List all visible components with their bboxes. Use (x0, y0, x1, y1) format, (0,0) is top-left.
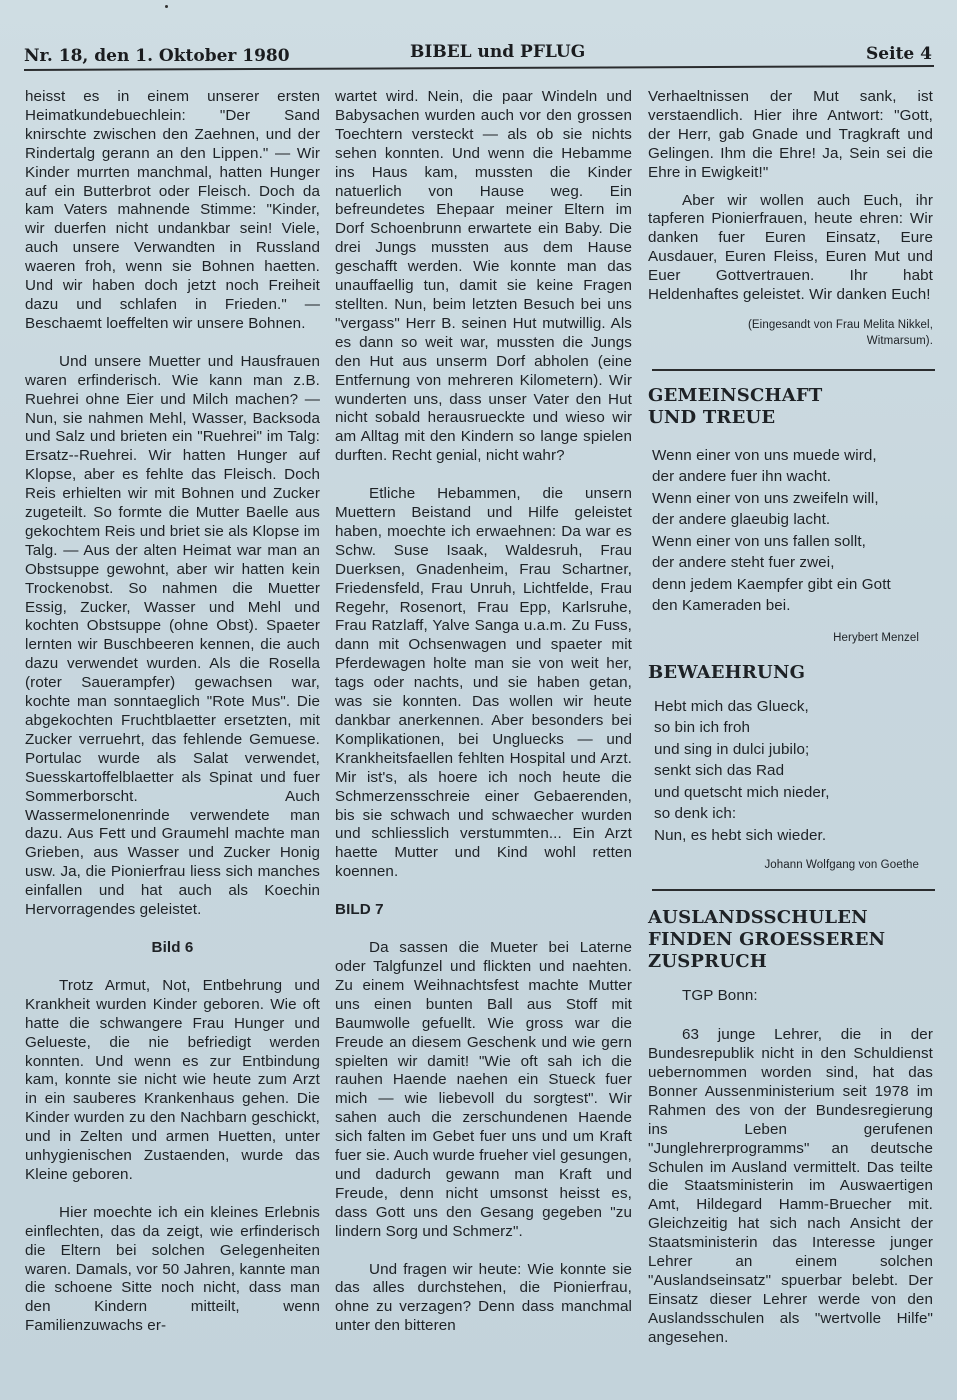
spacer (648, 875, 933, 889)
paragraph: Da sassen die Mueter bei Laterne oder Talgfunzel und flickten und naehten. Zu einem Weihnachtsfest machte Mutter uns einen bunten Ball aus Stoff mit Baumwolle gefuellt. Wie gross war die Freude an diesem Geschenk und wie gern spielten wir damit! "Wie oft sah ich die rauhen Haende naehen ein Stueck fuer mich — wie liebevoll du sorgtest". Wir sahen auch die zerschundenen Haende sich falten im Gebet fuer uns und um Kraft fuer sie. Auch wurde frueher viel gesungen, und dadurch gewann man Kraft und Freude, denn nicht umsonst heisst es, dass Gott uns den Gesang gegeben "zu lindern Sorg und Schmerz". (335, 939, 632, 1240)
paragraph: Hier moechte ich ein kleines Erlebnis einflechten, das da zeigt, wie erfinderisch die Eltern bei solchen Gelegenheiten waren. Damals, vor 50 Jahren, kannte man die schoene Sitte noch nicht, dass man den Kindern mitteilt, wenn Familienzuwachs er- (25, 1203, 320, 1335)
masthead (24, 40, 934, 66)
poem-line: Wenn einer von uns zweifeln will, (652, 489, 879, 507)
spacer (648, 846, 933, 856)
paragraph: Verhaeltnissen der Mut sank, ist verstaendlich. Hier ihre Antwort: "Gott, der Herr, gab Gnade und Tragkraft und Gelingen. Ihm die Ehre! Ja, Sein sei die Ehre in Ewigkeit!" (648, 88, 933, 181)
spacer (648, 349, 933, 369)
spacer (648, 183, 933, 192)
paragraph: Und fragen wir heute: Wie konnte sie das alles durchstehen, die Pionierfrau, ohne zu verzagen? Denn dass manchmal unter den bitteren (335, 1260, 632, 1335)
poem-line: und quetscht mich nieder, (654, 783, 830, 801)
poem-line: der andere fuer ihn wacht. (652, 468, 832, 486)
poem-title: BEWAEHRUNG (648, 661, 806, 683)
spacer (648, 305, 933, 317)
paragraph: heisst es in einem unserer ersten Heimatkundebuechlein: "Der Sand knirschte zwischen den Zaehnen, und der Rindertalg gerann an den Lippen." — Wir Kinder murrten manchmal, hatten Hunger auf ein Butterbrot oder Fleisch. Doch da kam Vaters mahnende Stimme: "Kinder, wir duerfen nicht undankbar sein! Viele, auch unsere Verwandten in Russland waeren froh, wenn sie Bohnen haetten. Und wir haben doch jetzt noch Freiheit dazu und schlafen in Frieden." — Beschaemt loeffelten wir unsere Bohnen. (25, 88, 320, 332)
poem-line: denn jedem Kaempfer gibt ein Gott (652, 575, 891, 593)
column-2 (335, 88, 632, 1336)
paragraph: Und unsere Muetter und Hausfrauen waren erfinderisch. Wie kann man z.B. Ruehrei ohne Eier und Milch machen? — Nun, sie nahmen Mehl, Wasser, Backsoda und Salz und brieten ein "Ruehrei" im Talg: Ersatz--Ruehrei. Wir hatten Hunger auf Klopse, aber es fehlte das Fleisch. Doch Reis erhielten wir mit Bohnen und Zucker zugeteilt. So formte die Mutter Baelle aus gekochtem Reis und briet sie als Klopse im Talg. — Aus der alten Heimat war man an Obstsuppe gewohnt, aber wir hatten kein Trockenobst. So nahmen die Muetter Essig, Zucker, Wasser und Mehl und kochten Obstsuppe (ohne Obst). Spaeter lernten wir Buschbeeren kennen, die auch dazu verwendet wurden. Als die Rosella (roter Sauerampfer) gewachsen war, kochte man sonntaeglich "Rote Mus". Die abgekochten Fruchtblaetter ersetzten, mit Zucker verruehrt, das fehlende Gemuese. Portulac wurde als Salat verwendet, Suesskartoffelblaetter als Spinat und fuer Sommerborscht. Auch Wassermelonenrinde verwendete man dazu. Aus Fett und Graumehl machte man Grieben, aus Wasser und Zucker Honig usw. Ja, die Pionierfrau liess sich manches einfallen und hat auch als Koechin Hervorragendes geleistet. (25, 352, 320, 919)
spacer (335, 920, 632, 939)
poem-line: so denk ich: (654, 805, 737, 823)
poem-line: der andere glaeubig lacht. (652, 511, 831, 529)
spacer (335, 1242, 632, 1261)
dateline: TGP Bonn: (682, 987, 758, 1005)
spacer (25, 920, 320, 939)
subheading-bild-6: Bild 6 (151, 938, 194, 956)
paragraph: Trotz Armut, Not, Entbehrung und Krankheit wurden Kinder geboren. Wie oft hatte die schwangere Frau Hunger und Gelueste, die nie befriedigt werden konnten. Und wenn es zur Entbindung kam, konnte sie nicht wie heute zum Arzt in ein sauberes Krankenhaus gehen. Die Kinder wurden zu den Nachbarn geschickt, und in Zelten und armen Huetten, unter unhygienischen Zustaenden, wurde das Kleine geboren. (25, 976, 320, 1183)
poem-author: Johann Wolfgang von Goethe (764, 859, 919, 872)
poem-line: senkt sich das Rad (654, 762, 785, 780)
poem-line: so bin ich froh (654, 719, 751, 737)
spacer (25, 1185, 320, 1204)
poem-line: Nun, es hebt sich wieder. (654, 826, 827, 844)
column-1 (25, 88, 320, 1336)
spacer (648, 429, 933, 445)
article-title: AUSLANDSSCHULEN (648, 907, 868, 929)
print-speck (165, 5, 168, 8)
poem-line: Hebt mich das Glueck, (654, 697, 809, 715)
poem-line: und sing in dulci jubilo; (654, 740, 810, 758)
spacer (648, 371, 933, 385)
poem-line: Wenn einer von uns muede wird, (652, 446, 877, 464)
spacer (648, 891, 933, 907)
paragraph: 63 junge Lehrer, die in der Bundesrepublik nicht in den Schuldienst uebernommen worden sind, hat das Bonner Aussenministerium seit 1978 im Rahmen des von der Bundesregierung ins Leben gerufenen "Junglehrerprogramms" an deutsche Schulen im Ausland vermittelt. Das teilte die Staatsministerin im Auswaertigen Amt, Hildegard Hamm-Bruecher mit. Gleichzeitig hat sich nach Ansicht der Staatsministerin das Interesse junger Lehrer an einem solchen "Auslandseinsatz" spuerbar belebt. Der Einsatz dieser Lehrer werde von den Auslandsschulen als "wertvolle Hilfe" angesehen. (648, 1026, 933, 1346)
spacer (648, 1006, 933, 1026)
poem-gemeinschaft (652, 445, 933, 617)
paragraph: Etliche Hebammen, die unsern Muettern Beistand und Hilfe geleistet haben, moechte ich erwaehnen: Da war es Schw. Suse Isaak, Waldesruh, Frau Duerksen, Gnadenheim, Frau Schartner, Friedensfeld, Frau Unruh, Lichtfelde, Frau Regehr, Rosenort, Frau Epp, Karlsruhe, Frau Ratzlaff, Yalve Sanga u.a.m. Zu Fuss, dann mit Ochsenwagen und spaeter mit Pferdewagen holte man sie von weit her, tags oder nachts, und sie haben getan, was sie konnten. Das wollen wir heute dankbar anerkennen. Aber besonders bei Komplikationen, bei Ungluecks — und Krankheitsfaellen fehlten Hospital und Arzt. Mir ist's, als hoere ich noch heute die Schmerzensschreie einer Gebaerenden, bis sie schwach und schwaecher wurden und schliesslich verstummten... Ein Arzt haette Mutter und Kind wohl retten koennen. (335, 485, 632, 881)
poem-line: der andere steht fuer zwei, (652, 554, 835, 572)
spacer (25, 958, 320, 977)
spacer (25, 334, 320, 353)
column-3 (648, 88, 933, 1348)
article-title: ZUSPRUCH (648, 951, 767, 973)
spacer (648, 648, 933, 662)
spacer (648, 973, 933, 987)
poem-line: den Kameraden bei. (652, 597, 791, 615)
paragraph: Aber wir wollen auch Euch, ihr tapferen Pionierfrauen, heute ehren: Wir danken fuer Euren Einsatz, Eure Ausdauer, Euren Fleiss, Euren Mut und Euer Gottvertrauen. Ihr habt Heldenhaftes geleistet. Wir danken Euch! (648, 191, 933, 304)
spacer (648, 617, 933, 629)
spacer (335, 466, 632, 485)
spacer (335, 882, 632, 901)
poem-author: Herybert Menzel (833, 631, 919, 644)
newspaper-title: BIBEL und PFLUG (410, 42, 586, 62)
poem-title: GEMEINSCHAFT (648, 384, 823, 406)
poem-bewaehrung (654, 696, 933, 847)
poem-line: Wenn einer von uns fallen sollt, (652, 532, 866, 550)
article-title: FINDEN GROESSEREN (648, 929, 886, 951)
signature-line: (Eingesandt von Frau Melita Nikkel, (747, 318, 933, 331)
subheading-bild-7: BILD 7 (335, 901, 384, 919)
poem-title: UND TREUE (648, 406, 776, 428)
spacer (648, 684, 933, 696)
issue-date: Nr. 18, den 1. Oktober 1980 (24, 46, 290, 66)
page-number: Seite 4 (866, 44, 932, 64)
paragraph: wartet wird. Nein, die paar Windeln und Babysachen wurden auch vor den grossen Toechtern versteckt — als ob sie nichts sehen konnten. Und wenn die Hebamme ins Haus kam, mussten die Kinder natuerlich von Hause weg. Ein befreundetes Ehepaar meiner Eltern im Dorf Schoenbrunn erwartete ein Baby. Die drei Jungs mussten aus dem Hause geschafft werden. Wie konnte man das unauffaellig tun, damit sie keine Fragen stellten. Nun, beim letzten Besuch bei uns "vergass" Herr B. seinen Hut mutwillig. Als es dann so weit war, mussten die Jungs den Hut aus unserm Dorf abholen (eine Entfernung von mehreren Kilometern). Wir wunderten uns, dass unser Vater den Hut nicht sobald herausrueckte und wieso wir am Alltag mit den Kindern so lange spielen durften. Recht genial, nicht wahr? (335, 88, 632, 465)
signature-line: Witmarsum). (866, 334, 933, 347)
